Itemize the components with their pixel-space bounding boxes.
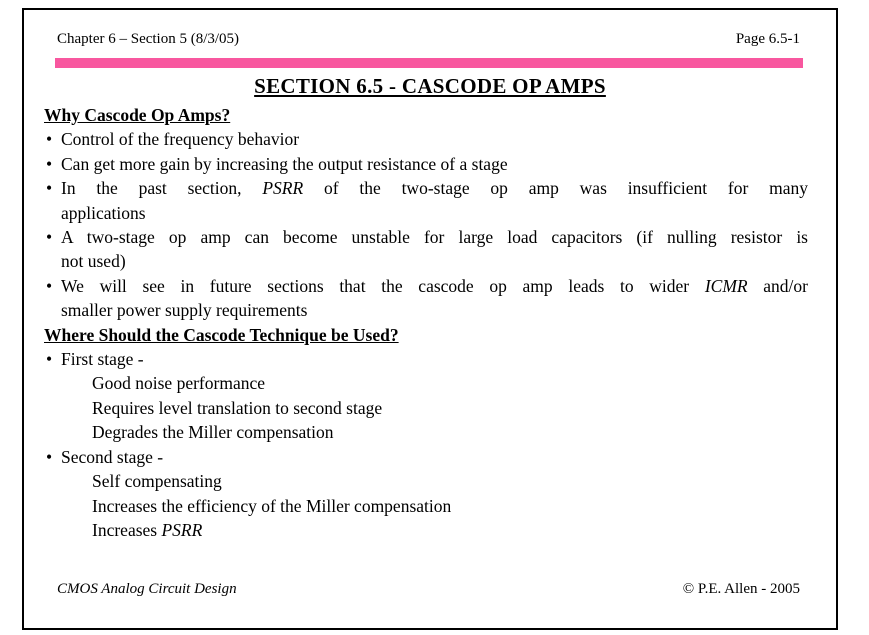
bullet-text-line1 bbox=[61, 176, 808, 200]
subitem-increases-psrr bbox=[44, 518, 808, 542]
bullet-text-line2: not used) bbox=[61, 251, 126, 272]
footer-book-title: CMOS Analog Circuit Design bbox=[57, 581, 237, 597]
slide-title: SECTION 6.5 - CASCODE OP AMPS bbox=[254, 74, 606, 98]
subitem-text: Increases bbox=[92, 519, 162, 540]
bullet-text-line2: applications bbox=[61, 202, 146, 223]
bullet-icon: • bbox=[46, 275, 53, 296]
italic-term-psrr: PSRR bbox=[262, 178, 304, 199]
bullet-text-line1: A two-stage op amp can become unstable for large load capacitors (if nulling resistor is bbox=[61, 227, 808, 248]
bullet-text: of the two-stage op amp was insufficient for many bbox=[303, 178, 808, 199]
bullet-icon: • bbox=[46, 227, 53, 248]
page-header bbox=[57, 30, 800, 48]
bullet-icon: • bbox=[46, 349, 53, 370]
subitem-increases-efficiency: Increases the efficiency of the Miller compensation bbox=[92, 495, 452, 516]
italic-term-psrr: PSRR bbox=[161, 519, 203, 540]
bullet-text-line1 bbox=[61, 274, 808, 298]
bullet-text: In the past section, bbox=[61, 178, 263, 199]
footer-copyright: © P.E. Allen - 2005 bbox=[682, 581, 800, 597]
bullet-icon: • bbox=[46, 178, 53, 199]
subitem-degrades-miller: Degrades the Miller compensation bbox=[92, 422, 334, 443]
bullet-icon: • bbox=[46, 129, 53, 150]
bullet-icon: • bbox=[46, 153, 53, 174]
bullet-item-second-stage bbox=[44, 445, 808, 469]
subitem-noise: Good noise performance bbox=[92, 373, 265, 394]
header-chapter-label: Chapter 6 – Section 5 (8/3/05) bbox=[57, 31, 240, 47]
italic-term-icmr: ICMR bbox=[704, 275, 748, 296]
bullet-item-gain bbox=[44, 152, 808, 176]
header-divider-bar bbox=[55, 58, 803, 68]
bullet-text: and/or bbox=[747, 275, 808, 296]
bullet-item-psrr bbox=[44, 176, 808, 225]
page-footer bbox=[57, 580, 800, 598]
bullet-text: We will see in future sections that the cascode op amp leads to wider bbox=[61, 275, 705, 296]
slide-body bbox=[44, 103, 808, 542]
bullet-text: Second stage - bbox=[61, 446, 164, 467]
subitem-level-translation: Requires level translation to second stage bbox=[92, 397, 383, 418]
bullet-icon: • bbox=[46, 446, 53, 467]
subitem-self-compensating: Self compensating bbox=[92, 471, 222, 492]
bullet-item-first-stage bbox=[44, 347, 808, 371]
bullet-text-line2: smaller power supply requirements bbox=[61, 300, 308, 321]
slide-page bbox=[22, 8, 838, 630]
section-heading-where: Where Should the Cascode Technique be Used? bbox=[44, 324, 399, 345]
bullet-item-frequency bbox=[44, 127, 808, 151]
bullet-text: Can get more gain by increasing the output resistance of a stage bbox=[61, 153, 508, 174]
bullet-text: Control of the frequency behavior bbox=[61, 129, 300, 150]
header-page-number: Page 6.5-1 bbox=[735, 31, 800, 47]
bullet-text: First stage - bbox=[61, 349, 144, 370]
bullet-item-unstable bbox=[44, 225, 808, 274]
bullet-item-icmr bbox=[44, 274, 808, 323]
section-heading-why: Why Cascode Op Amps? bbox=[44, 105, 231, 125]
